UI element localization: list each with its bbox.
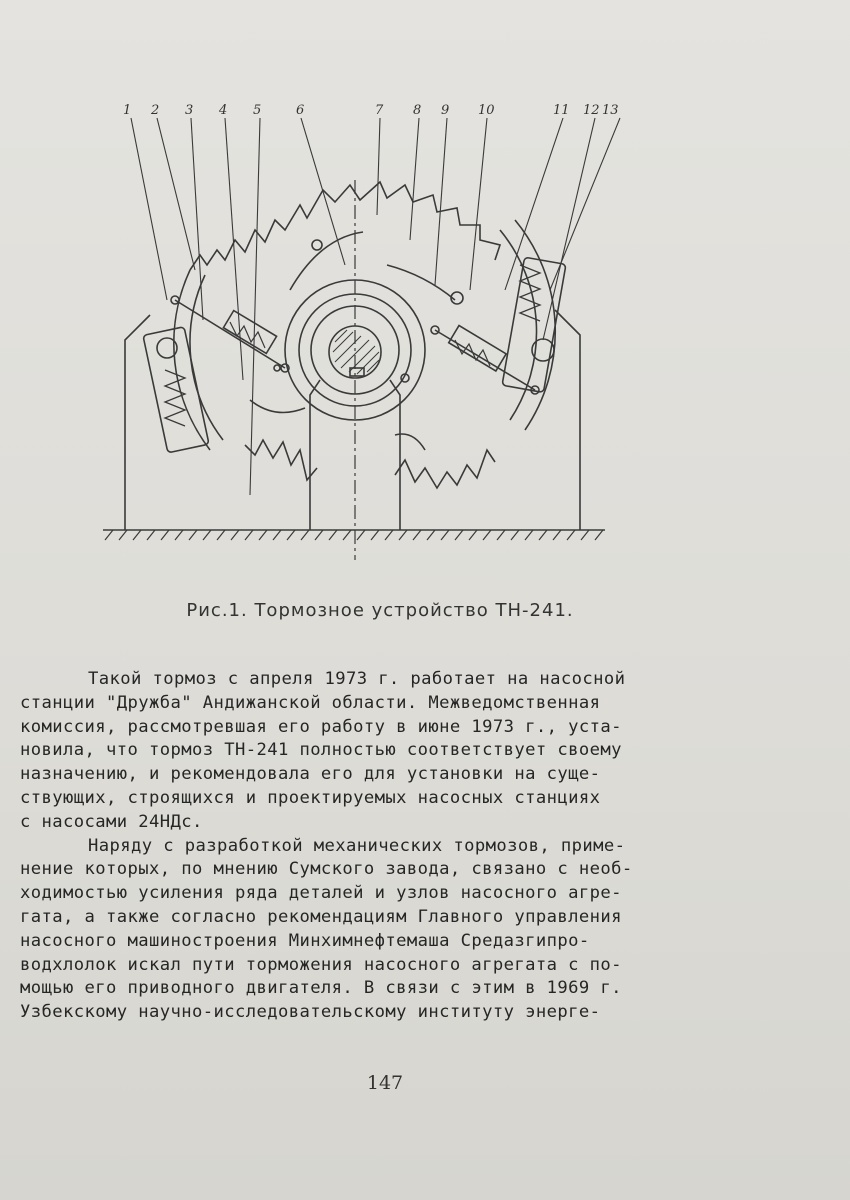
text-line: ходимостью усиления ряда деталей и узлов насосного агре-: [20, 883, 622, 904]
right-cylinder: [449, 326, 506, 371]
upper-teeth: [190, 182, 500, 270]
part-label: 4: [219, 103, 228, 118]
text-line: водхлолок искал пути торможения насосного агрегата с по-: [20, 954, 622, 975]
brake-drawing: [95, 90, 619, 570]
text-line: нение которых, по мнению Сумского завода, связано с необ-: [20, 859, 633, 880]
text-line: Узбекскому научно-исследовательскому институту энерге-: [20, 1002, 601, 1023]
text-line: гата, а также согласно рекомендациям Главного управления: [20, 906, 622, 927]
right-spring: [520, 265, 540, 321]
part-label: 5: [253, 103, 262, 118]
part-label: 9: [441, 103, 450, 118]
right-frame: [555, 310, 580, 530]
part-label: 7: [375, 103, 384, 118]
text-line: станции "Дружба" Андижанской области. Межведомственная: [20, 692, 601, 713]
text-line: ствующих, строящихся и проектируемых насосных станциях: [20, 787, 601, 808]
lower-right-teeth: [395, 450, 495, 488]
part-label: 3: [185, 103, 194, 118]
brake-device-diagram: [95, 90, 619, 570]
leader-lines: [131, 118, 620, 495]
text-line: новила, что тормоз ТН-241 полностью соответствует своему: [20, 740, 622, 761]
upper-left-lever: [290, 232, 363, 290]
part-label: 11: [553, 103, 570, 118]
part-label: 6: [296, 103, 305, 118]
lower-left-lever: [250, 400, 305, 413]
right-spring-box: [502, 257, 566, 392]
text-line: Такой тормоз с апреля 1973 г. работает на насосной: [88, 669, 626, 689]
part-label: 8: [413, 103, 422, 118]
text-line: насосного машиностроения Минхимнефтемаша Средазгипро-: [20, 930, 590, 951]
page-number: 147: [366, 1072, 404, 1094]
text-line: комиссия, рассмотревшая его работу в июне 1973 г., уста-: [20, 716, 622, 737]
part-label: 12: [583, 103, 600, 118]
part-label: 13: [602, 103, 619, 118]
text-line: с насосами 24НДс.: [20, 811, 203, 832]
text-line: мощью его приводного двигателя. В связи с этим в 1969 г.: [20, 978, 622, 999]
left-shoe-inner: [190, 275, 223, 440]
text-line: назначению, и рекомендовала его для установки на суще-: [20, 764, 601, 785]
text-line: Наряду с разработкой механических тормозов, приме-: [88, 835, 626, 856]
right-shoe-outer: [515, 220, 555, 430]
lower-left-teeth: [245, 440, 317, 480]
body-text: [20, 668, 736, 1025]
part-label: 10: [478, 103, 495, 118]
part-label: 2: [151, 103, 160, 118]
figure-caption: Рис.1. Тормозное устройство ТН-241.: [186, 600, 574, 621]
ground-hatching: [105, 530, 603, 540]
part-label: 1: [123, 103, 132, 118]
